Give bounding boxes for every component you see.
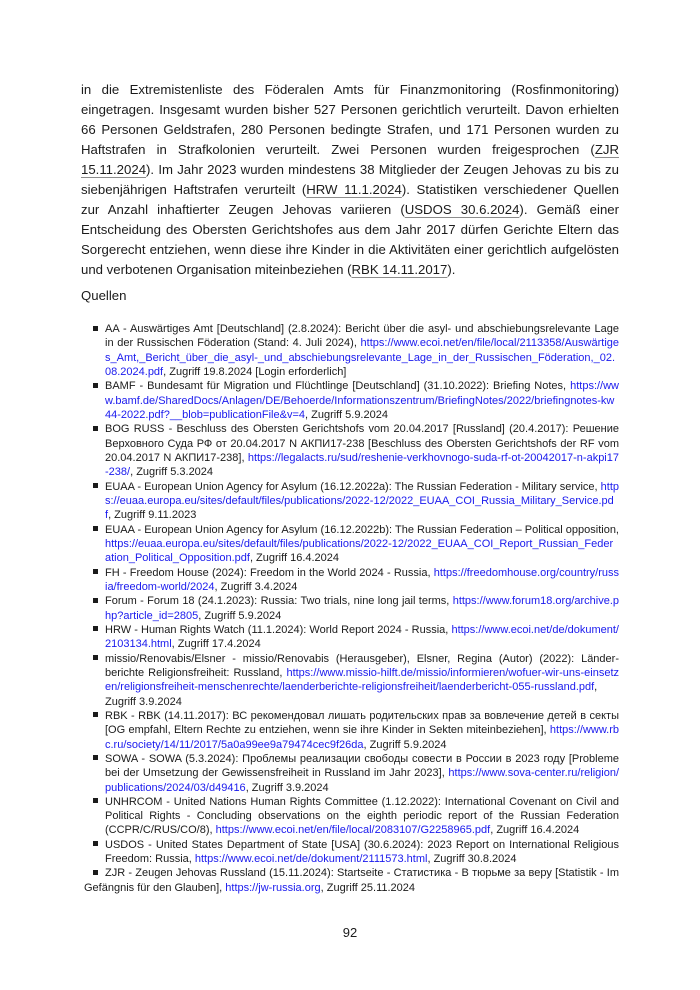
source-url-link[interactable]: https://euaa.europa.eu/sites/default/files/publications/2022-12/2022_EUAA_COI_Report_Russian_Federation_Political_Opposition.pdf bbox=[105, 537, 614, 565]
square-bullet-icon bbox=[93, 383, 98, 388]
square-bullet-icon bbox=[93, 798, 98, 803]
square-bullet-icon bbox=[93, 870, 98, 875]
source-item: RBK - RBK (14.11.2017): ВС рекомендовал лишать родительских прав за вовлечение детей в секты [OG empfahl, Eltern Rechte zu entziehen, wenn sie ihre Kinder in Sekten miteinbeziehen], https://www.rbc.ru/society/14/11/2017/5a0a99ee9a79474cec9f26da, Zugriff 5.9.2024 bbox=[81, 709, 619, 752]
source-item: BOG RUSS - Beschluss des Obersten Gerichtshofs vom 20.04.2017 [Russland] (20.4.2017): Решение Верховного Суда РФ от 20.04.2017 N АКПИ17-238 [Beschluss des Obersten Gerichtshofs der RF vom 20.04.2017 N АКПИ17-238], https://legalacts.ru/sud/reshenie-verkhovnogo-suda-rf-ot-20042017-n-akpi17-238/, Zugriff 5.3.2024 bbox=[81, 422, 619, 479]
source-item: FH - Freedom House (2024): Freedom in the World 2024 - Russia, https://freedomhouse.org/country/russia/freedom-world/2024, Zugriff 3.4.2024 bbox=[81, 566, 619, 595]
cross-reference-link[interactable]: ZJR 15.11.2024 bbox=[81, 142, 619, 177]
source-url-link[interactable]: https://jw-russia.org bbox=[225, 881, 321, 894]
source-item: Forum - Forum 18 (24.1.2023): Russia: Two trials, nine long jail terms, https://www.forum18.org/archive.php?article_id=2805, Zugriff 5.9.2024 bbox=[81, 594, 619, 623]
source-item: UNHRCOM - United Nations Human Rights Committee (1.12.2022): International Covenant on Civil and Political Rights - Concluding observations on the eighth periodic report of the Russian Federation (CCPR/C/RUS/CO/8), https://www.ecoi.net/en/file/local/2083107/G2258965.pdf, Zugriff 16.4.2024 bbox=[81, 795, 619, 838]
square-bullet-icon bbox=[93, 526, 98, 531]
square-bullet-icon bbox=[93, 626, 98, 631]
source-url-link[interactable]: https://www.ecoi.net/de/dokument/2103134.html bbox=[105, 623, 619, 651]
cross-reference-link[interactable]: RBK 14.11.2017 bbox=[351, 262, 448, 277]
source-item: BAMF - Bundesamt für Migration und Flüchtlinge [Deutschland] (31.10.2022): Briefing Notes, https://www.bamf.de/SharedDocs/Anlagen/DE/Behoerde/Informationszentrum/BriefingNotes/2022/briefingnotes-kw44-2022.pdf?__blob=publicationFile&v=4, Zugriff 5.9.2024 bbox=[81, 379, 619, 422]
square-bullet-icon bbox=[93, 598, 98, 603]
page-number: 92 bbox=[342, 925, 358, 940]
body-paragraph: in die Extremistenliste des Föderalen Amts für Finanzmonitoring (Rosfinmonitoring) eingetragen. Insgesamt wurden bisher 527 Personen gerichtlich verurteilt. Davon erhielten 66 Personen Geldstrafen, 280 Personen bedingte Strafen, und 171 Personen wurden zu Haftstrafen in Strafkolonien verurteilt. Zwei Personen wurden freigesprochen (ZJR 15.11.2024). Im Jahr 2023 wurden mindestens 38 Mitglieder der Zeugen Jehovas zu bis zu siebenjährigen Haftstrafen verurteilt (HRW 11.1.2024). Statistiken verschiedener Quellen zur Anzahl inhaftierter Zeugen Jehovas variieren (USDOS 30.6.2024). Gemäß einer Entscheidung des Obersten Gerichtshofes aus dem Jahr 2017 dürfen Gerichte Eltern das Sorgerecht entziehen, wenn diese ihre Kinder in die Aktivitäten einer gerichtlich aufgelösten und verbotenen Organisation miteinbeziehen (RBK 14.11.2017). bbox=[81, 82, 619, 277]
source-item: ZJR - Zeugen Jehovas Russland (15.11.2024): Startseite - Статистика - В тюрьме за веру [Statistik - Im Gefängnis für den Glauben], https://jw-russia.org, Zugriff 25.11.2024 bbox=[84, 867, 619, 894]
source-item: missio/Renovabis/Elsner - missio/Renovabis (Herausgeber), Elsner, Regina (Autor) (2022): Länderberichte Religionsfreiheit: Russland, https://www.missio-hilft.de/missio/informieren/wofuer-wir-uns-einsetzen/religionsfreiheit-menschenrechte/laenderberichte-religionsfreiheit/laenderbericht-055-russland.pdf, Zugriff 3.9.2024 bbox=[81, 652, 619, 709]
square-bullet-icon bbox=[93, 426, 98, 431]
source-item: EUAA - European Union Agency for Asylum (16.12.2022a): The Russian Federation - Military service, https://euaa.europa.eu/sites/default/files/publications/2022-12/2022_EUAA_COI_Russia_Military_Service.pdf, Zugriff 9.11.2023 bbox=[81, 480, 619, 523]
square-bullet-icon bbox=[93, 326, 98, 331]
source-url-link[interactable]: https://www.missio-hilft.de/missio/informieren/wofuer-wir-uns-einsetzen/religionsfreiheit-menschenrechte/laenderberichte-religionsfreiheit/laenderbericht-055-russland.pdf bbox=[105, 666, 619, 694]
source-item: EUAA - European Union Agency for Asylum (16.12.2022b): The Russian Federation – Political opposition, https://euaa.europa.eu/sites/default/files/publications/2022-12/2022_EUAA_COI_Report_Russian_Federation_Political_Opposition.pdf, Zugriff 16.4.2024 bbox=[81, 523, 619, 566]
source-url-link[interactable]: https://www.rbc.ru/society/14/11/2017/5a0a99ee9a79474cec9f26da bbox=[105, 724, 619, 751]
square-bullet-icon bbox=[93, 755, 98, 760]
source-list bbox=[81, 322, 619, 895]
square-bullet-icon bbox=[93, 569, 98, 574]
source-url-link[interactable]: https://www.forum18.org/archive.php?article_id=2805 bbox=[105, 595, 619, 622]
source-url-link[interactable]: https://euaa.europa.eu/sites/default/files/publications/2022-12/2022_EUAA_COI_Russia_Military_Service.pdf bbox=[105, 480, 620, 522]
square-bullet-icon bbox=[93, 483, 98, 488]
source-url-link[interactable]: https://www.bamf.de/SharedDocs/Anlagen/DE/Behoerde/Informationszentrum/BriefingNotes/2022/briefingnotes-kw44-2022.pdf?__blob=publicationFile&v=4 bbox=[105, 380, 619, 421]
cross-reference-link[interactable]: HRW 11.1.2024 bbox=[306, 182, 402, 197]
cross-reference-link[interactable]: USDOS 30.6.2024 bbox=[404, 202, 520, 217]
source-item: HRW - Human Rights Watch (11.1.2024): World Report 2024 - Russia, https://www.ecoi.net/de/dokument/2103134.html, Zugriff 17.4.2024 bbox=[81, 623, 619, 652]
source-url-link[interactable]: https://www.ecoi.net/en/file/local/2113358/Auswärtiges_Amt,_Bericht_über_die_asyl-_und_abschiebungsrelevante_Lage_in_der_Russischen_Föderation,_02.08.2024.pdf bbox=[105, 337, 619, 378]
source-url-link[interactable]: https://www.sova-center.ru/religion/publications/2024/03/d49416 bbox=[105, 767, 619, 794]
source-url-link[interactable]: https://www.ecoi.net/en/file/local/2083107/G2258965.pdf bbox=[215, 824, 491, 837]
source-url-link[interactable]: https://freedomhouse.org/country/russia/freedom-world/2024 bbox=[105, 566, 619, 593]
page-content bbox=[81, 80, 619, 895]
sources-heading: Quellen bbox=[81, 288, 127, 303]
source-item: SOWA - SOWA (5.3.2024): Проблемы реализации свободы совести в России в 2023 году [Probleme bei der Umsetzung der Gewissensfreiheit in Russland im Jahr 2023], https://www.sova-center.ru/religion/publications/2024/03/d49416, Zugriff 3.9.2024 bbox=[81, 752, 619, 795]
square-bullet-icon bbox=[93, 712, 98, 717]
square-bullet-icon bbox=[93, 841, 98, 846]
source-url-link[interactable]: https://legalacts.ru/sud/reshenie-verkhovnogo-suda-rf-ot-20042017-n-akpi17-238/ bbox=[105, 451, 619, 479]
source-item: USDOS - United States Department of State [USA] (30.6.2024): 2023 Report on International Religious Freedom: Russia, https://www.ecoi.net/de/dokument/2111573.html, Zugriff 30.8.2024 bbox=[81, 838, 619, 867]
source-url-link[interactable]: https://www.ecoi.net/de/dokument/2111573.html bbox=[194, 853, 428, 866]
source-item: AA - Auswärtiges Amt [Deutschland] (2.8.2024): Bericht über die asyl- und abschiebungsrelevante Lage in der Russischen Föderation (Stand: 4. Juli 2024), https://www.ecoi.net/en/file/local/2113358/Auswärtiges_Amt,_Bericht_über_die_asyl-_und_abschiebungsrelevante_Lage_in_der_Russischen_Föderation,_02.08.2024.pdf, Zugriff 19.8.2024 [Login erforderlich] bbox=[81, 322, 619, 379]
square-bullet-icon bbox=[93, 655, 98, 660]
